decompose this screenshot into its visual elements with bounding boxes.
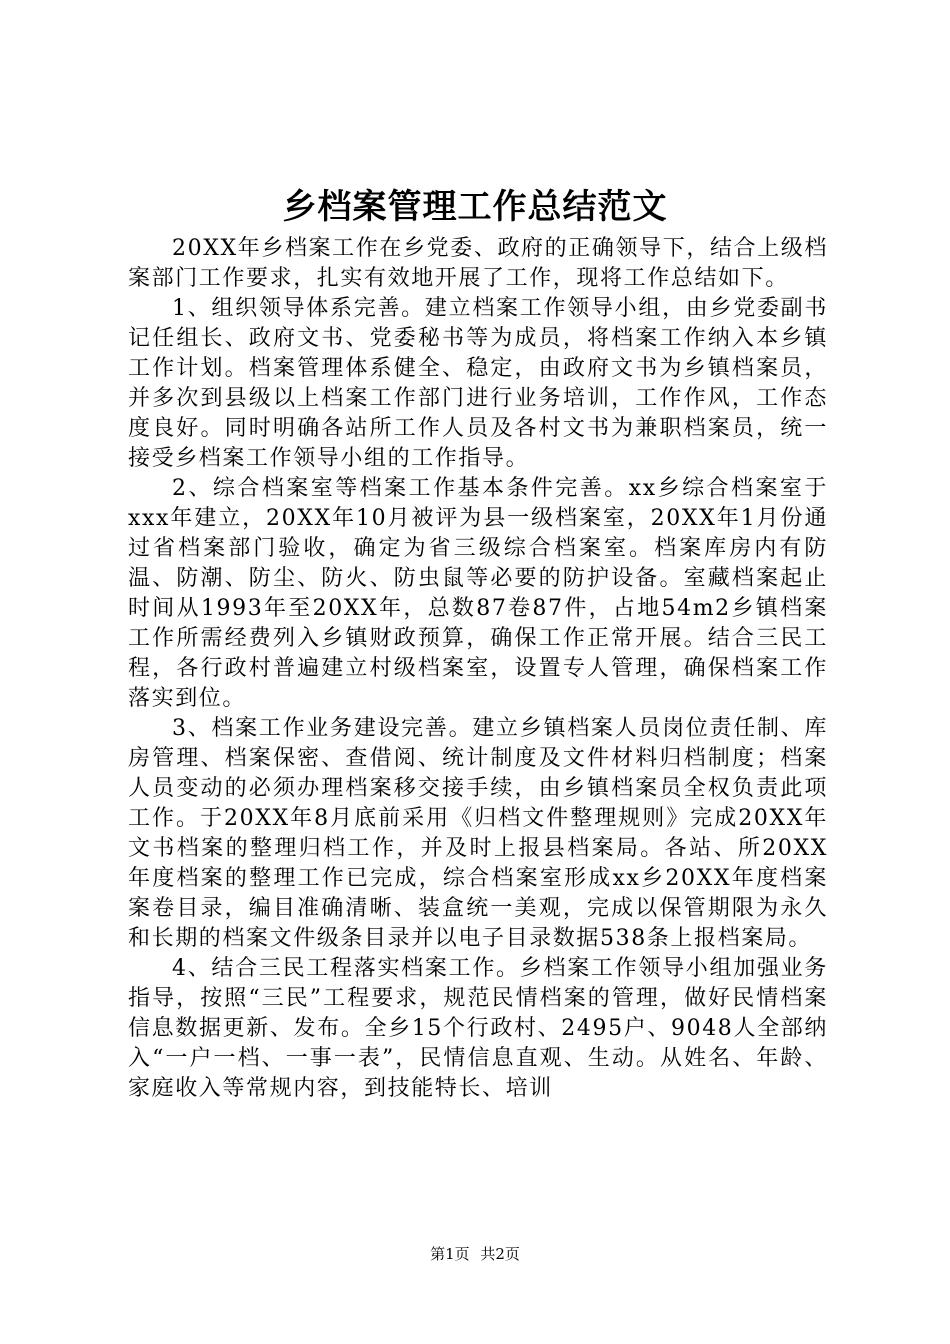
paragraph-sanmin: 4、结合三民工程落实档案工作。乡档案工作领导小组加强业务指导，按照“三民”工程要求，规范民情档案的管理，做好民情档案信息数据更新、发布。全乡15个行政村、2495户、9048人全部纳入“一户一档、一事一表”，民情信息直观、生动。从姓名、年龄、家庭收入等常规内容，到技能特长、培训 — [128, 956, 828, 1101]
paragraph-business: 3、档案工作业务建设完善。建立乡镇档案人员岗位责任制、库房管理、档案保密、查借阅、统计制度及文件材料归档制度；档案人员变动的必须办理档案移交接手续，由乡镇档案员全权负责此项工作。于20XX年8月底前采用《归档文件整理规则》完成20XX年文书档案的整理归档工作，并及时上报县档案局。各站、所20XX年度档案的整理工作已完成，综合档案室形成xx乡20XX年度档案案卷目录，编目准确清晰、装盒统一美观，完成以保管期限为永久和长期的档案文件级条目录并以电子目录数据538条上报档案局。 — [128, 716, 829, 951]
page-footer — [0, 1244, 950, 1264]
page-number: 第1页 — [430, 1245, 470, 1263]
paragraph-archive-room: 2、综合档案室等档案工作基本条件完善。xx乡综合档案室于xxx年建立，20XX年10月被评为县一级档案室，20XX年1月份通过省档案部门验收，确定为省三级综合档案室。档案库房内有防温、防潮、防尘、防火、防虫鼠等必要的防护设备。室藏档案起止时间从1993年至20XX年，总数87卷87件，占地54m2乡镇档案工作所需经费列入乡镇财政预算，确保工作正常开展。结合三民工程，各行政村普遍建立村级档案室，设置专人管理，确保档案工作落实到位。 — [128, 476, 828, 711]
page-total: 共2页 — [480, 1245, 520, 1263]
paragraph-intro: 20XX年乡档案工作在乡党委、政府的正确领导下，结合上级档案部门工作要求，扎实有效地开展了工作，现将工作总结如下。 — [128, 236, 828, 291]
document-body — [128, 234, 828, 1104]
document-title: 乡档案管理工作总结范文 — [282, 187, 668, 227]
paragraph-organization: 1、组织领导体系完善。建立档案工作领导小组，由乡党委副书记任组长、政府文书、党委秘书等为成员，将档案工作纳入本乡镇工作计划。档案管理体系健全、稳定，由政府文书为乡镇档案员，并多次到县级以上档案工作部门进行业务培训，工作作风，工作态度良好。同时明确各站所工作人员及各村文书为兼职档案员，统一接受乡档案工作领导小组的工作指导。 — [128, 296, 828, 471]
